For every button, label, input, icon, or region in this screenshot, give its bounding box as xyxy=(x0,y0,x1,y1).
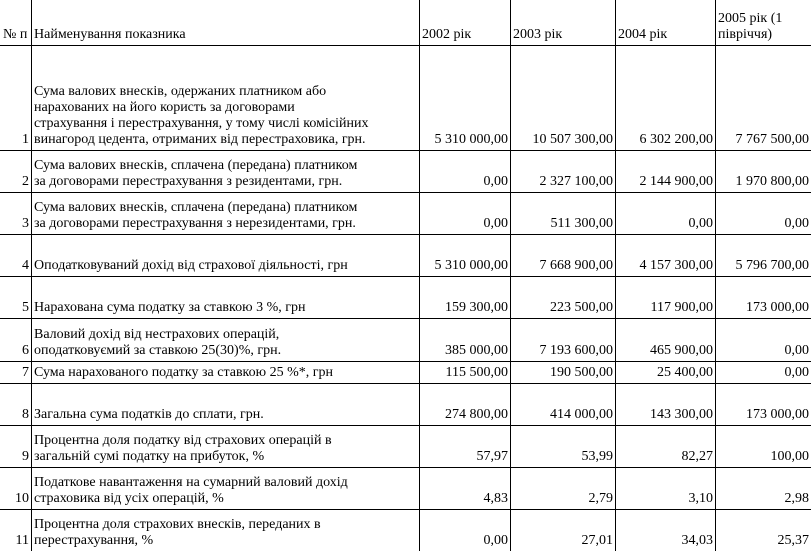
value-2002 xyxy=(419,467,510,507)
value-2005-text: 0,00 xyxy=(784,365,809,380)
row-number xyxy=(0,276,31,316)
header-indicator-name-text: Найменування показника xyxy=(34,27,186,42)
value-2005 xyxy=(715,361,811,381)
value-2002-text: 5 310 000,00 xyxy=(434,258,508,273)
indicator-name-text: винагород цедента, отриманих від перестраховика, грн. xyxy=(34,132,366,147)
value-2002 xyxy=(419,509,510,549)
value-2002-text: 385 000,00 xyxy=(445,343,508,358)
header-year-2004 xyxy=(615,0,715,43)
value-2004-text: 117 900,00 xyxy=(650,300,713,315)
value-2003-text: 511 300,00 xyxy=(550,216,613,231)
indicator-name-text: Процентна доля податку від страхових операцій в xyxy=(34,433,332,448)
header-year-2002-text: 2002 рік xyxy=(422,27,472,42)
value-2005-text: 25,37 xyxy=(777,533,809,548)
value-2004 xyxy=(615,467,715,507)
header-year-2005-text: півріччя) xyxy=(718,27,773,42)
value-2002-text: 5 310 000,00 xyxy=(434,132,508,147)
value-2002-text: 4,83 xyxy=(483,491,508,506)
value-2003 xyxy=(510,192,615,232)
value-2004 xyxy=(615,192,715,232)
value-2003 xyxy=(510,318,615,359)
row-number xyxy=(0,192,31,232)
row-number xyxy=(0,509,31,549)
value-2002 xyxy=(419,150,510,190)
value-2005 xyxy=(715,234,811,274)
value-2002-text: 115 500,00 xyxy=(445,365,508,380)
row-number-text: 3 xyxy=(22,216,29,231)
value-2005-text: 100,00 xyxy=(770,449,809,464)
indicator-name xyxy=(31,509,419,549)
value-2003 xyxy=(510,467,615,507)
indicator-name-text: Податкове навантаження на сумарний валовий дохід xyxy=(34,475,348,490)
value-2002 xyxy=(419,318,510,359)
value-2002 xyxy=(419,45,510,148)
indicator-name xyxy=(31,361,419,381)
value-2005 xyxy=(715,318,811,359)
value-2005-text: 7 767 500,00 xyxy=(735,132,809,147)
indicator-name-text: перестрахування, % xyxy=(34,533,154,548)
indicator-name-text: за договорами перестрахування з резидентами, грн. xyxy=(34,174,343,189)
value-2004 xyxy=(615,318,715,359)
value-2004-text: 0,00 xyxy=(688,216,713,231)
value-2005 xyxy=(715,45,811,148)
row-number xyxy=(0,361,31,381)
value-2003-text: 2,79 xyxy=(588,491,613,506)
value-2003-text: 2 327 100,00 xyxy=(539,174,613,189)
value-2004 xyxy=(615,234,715,274)
header-year-2005-text: 2005 рік (1 xyxy=(718,11,783,26)
indicator-name-text: Процентна доля страхових внесків, переданих в xyxy=(34,517,321,532)
row-number-text: 4 xyxy=(22,258,29,273)
value-2002 xyxy=(419,425,510,465)
value-2004-text: 25 400,00 xyxy=(657,365,713,380)
value-2002-text: 0,00 xyxy=(483,174,508,189)
value-2002-text: 0,00 xyxy=(483,533,508,548)
value-2005 xyxy=(715,276,811,316)
value-2003 xyxy=(510,276,615,316)
value-2003-text: 223 500,00 xyxy=(550,300,613,315)
header-indicator-name xyxy=(31,0,419,43)
indicator-name-text: за договорами перестрахування з нерезидентами, грн. xyxy=(34,216,356,231)
indicator-name xyxy=(31,276,419,316)
row-number-text: 6 xyxy=(22,343,29,358)
indicator-name-text: Загальна сума податків до сплати, грн. xyxy=(34,407,264,422)
indicator-name-text: страхування і перестрахування, у тому числі комісійних xyxy=(34,116,369,131)
value-2003-text: 414 000,00 xyxy=(550,407,613,422)
value-2005-text: 0,00 xyxy=(784,216,809,231)
value-2003-text: 10 507 300,00 xyxy=(532,132,613,147)
row-number xyxy=(0,467,31,507)
value-2002 xyxy=(419,276,510,316)
value-2005 xyxy=(715,509,811,549)
value-2002 xyxy=(419,383,510,423)
indicator-name-text: оподатковуємий за ставкою 25(30)%, грн. xyxy=(34,343,282,358)
header-num xyxy=(0,0,31,43)
row-number-text: 5 xyxy=(22,300,29,315)
row-number xyxy=(0,45,31,148)
indicator-name-text: загальній сумі податку на прибуток, % xyxy=(34,449,265,464)
header-year-2005 xyxy=(715,0,811,43)
value-2003-text: 27,01 xyxy=(581,533,613,548)
value-2004 xyxy=(615,276,715,316)
value-2003-text: 7 668 900,00 xyxy=(539,258,613,273)
value-2002-text: 57,97 xyxy=(476,449,508,464)
indicator-name xyxy=(31,318,419,359)
header-year-2004-text: 2004 рік xyxy=(618,27,668,42)
value-2002-text: 274 800,00 xyxy=(445,407,508,422)
row-number xyxy=(0,234,31,274)
value-2004-text: 34,03 xyxy=(681,533,713,548)
header-year-2003 xyxy=(510,0,615,43)
indicator-name xyxy=(31,467,419,507)
value-2003-text: 190 500,00 xyxy=(550,365,613,380)
value-2003 xyxy=(510,383,615,423)
indicator-name-text: нарахованих на його користь за договорами xyxy=(34,100,295,115)
value-2004-text: 3,10 xyxy=(688,491,713,506)
row-number xyxy=(0,318,31,359)
value-2004-text: 465 900,00 xyxy=(650,343,713,358)
value-2003-text: 7 193 600,00 xyxy=(539,343,613,358)
value-2005-text: 173 000,00 xyxy=(746,407,809,422)
indicator-name-text: Нарахована сума податку за ставкою 3 %, грн xyxy=(34,300,306,315)
value-2004-text: 6 302 200,00 xyxy=(639,132,713,147)
row-number-text: 9 xyxy=(22,449,29,464)
indicator-name-text: Сума валових внесків, сплачена (передана) платником xyxy=(34,158,358,173)
indicator-name xyxy=(31,192,419,232)
value-2005-text: 1 970 800,00 xyxy=(735,174,809,189)
value-2003 xyxy=(510,45,615,148)
header-num-text: № п xyxy=(3,27,28,42)
value-2004-text: 82,27 xyxy=(681,449,713,464)
value-2004 xyxy=(615,509,715,549)
row-number-text: 8 xyxy=(22,407,29,422)
indicator-name xyxy=(31,234,419,274)
value-2003 xyxy=(510,425,615,465)
value-2005 xyxy=(715,150,811,190)
value-2004-text: 2 144 900,00 xyxy=(639,174,713,189)
row-number-text: 1 xyxy=(22,132,29,147)
value-2004-text: 4 157 300,00 xyxy=(639,258,713,273)
value-2005-text: 173 000,00 xyxy=(746,300,809,315)
row-number xyxy=(0,425,31,465)
row-number-text: 7 xyxy=(22,365,29,380)
value-2002 xyxy=(419,234,510,274)
value-2005 xyxy=(715,425,811,465)
indicator-name xyxy=(31,150,419,190)
value-2002 xyxy=(419,192,510,232)
indicator-name xyxy=(31,45,419,148)
value-2005-text: 5 796 700,00 xyxy=(735,258,809,273)
indicator-name xyxy=(31,425,419,465)
indicator-name-text: Сума валових внесків, одержаних платником або xyxy=(34,84,327,99)
value-2002-text: 0,00 xyxy=(483,216,508,231)
value-2005 xyxy=(715,383,811,423)
header-year-2002 xyxy=(419,0,510,43)
row-number-text: 11 xyxy=(15,533,29,548)
value-2004 xyxy=(615,45,715,148)
value-2003 xyxy=(510,509,615,549)
indicator-name-text: Оподатковуваний дохід від страхової діяльності, грн xyxy=(34,258,348,273)
indicator-name-text: Сума валових внесків, сплачена (передана) платником xyxy=(34,200,358,215)
value-2002 xyxy=(419,361,510,381)
indicator-name-text: Сума нарахованого податку за ставкою 25 %*, грн xyxy=(34,365,333,380)
value-2003 xyxy=(510,361,615,381)
row-number-text: 2 xyxy=(22,174,29,189)
value-2004 xyxy=(615,150,715,190)
indicator-name xyxy=(31,383,419,423)
value-2003 xyxy=(510,234,615,274)
value-2004 xyxy=(615,425,715,465)
row-number xyxy=(0,383,31,423)
value-2005 xyxy=(715,192,811,232)
value-2004-text: 143 300,00 xyxy=(650,407,713,422)
value-2003-text: 53,99 xyxy=(581,449,613,464)
indicator-name-text: страховика від усіх операцій, % xyxy=(34,491,224,506)
value-2005-text: 0,00 xyxy=(784,343,809,358)
value-2002-text: 159 300,00 xyxy=(445,300,508,315)
header-year-2003-text: 2003 рік xyxy=(513,27,563,42)
value-2005 xyxy=(715,467,811,507)
indicator-name-text: Валовий дохід від нестрахових операцій, xyxy=(34,327,280,342)
row-number-text: 10 xyxy=(15,491,29,506)
value-2005-text: 2,98 xyxy=(784,491,809,506)
row-number xyxy=(0,150,31,190)
value-2004 xyxy=(615,361,715,381)
value-2003 xyxy=(510,150,615,190)
value-2004 xyxy=(615,383,715,423)
